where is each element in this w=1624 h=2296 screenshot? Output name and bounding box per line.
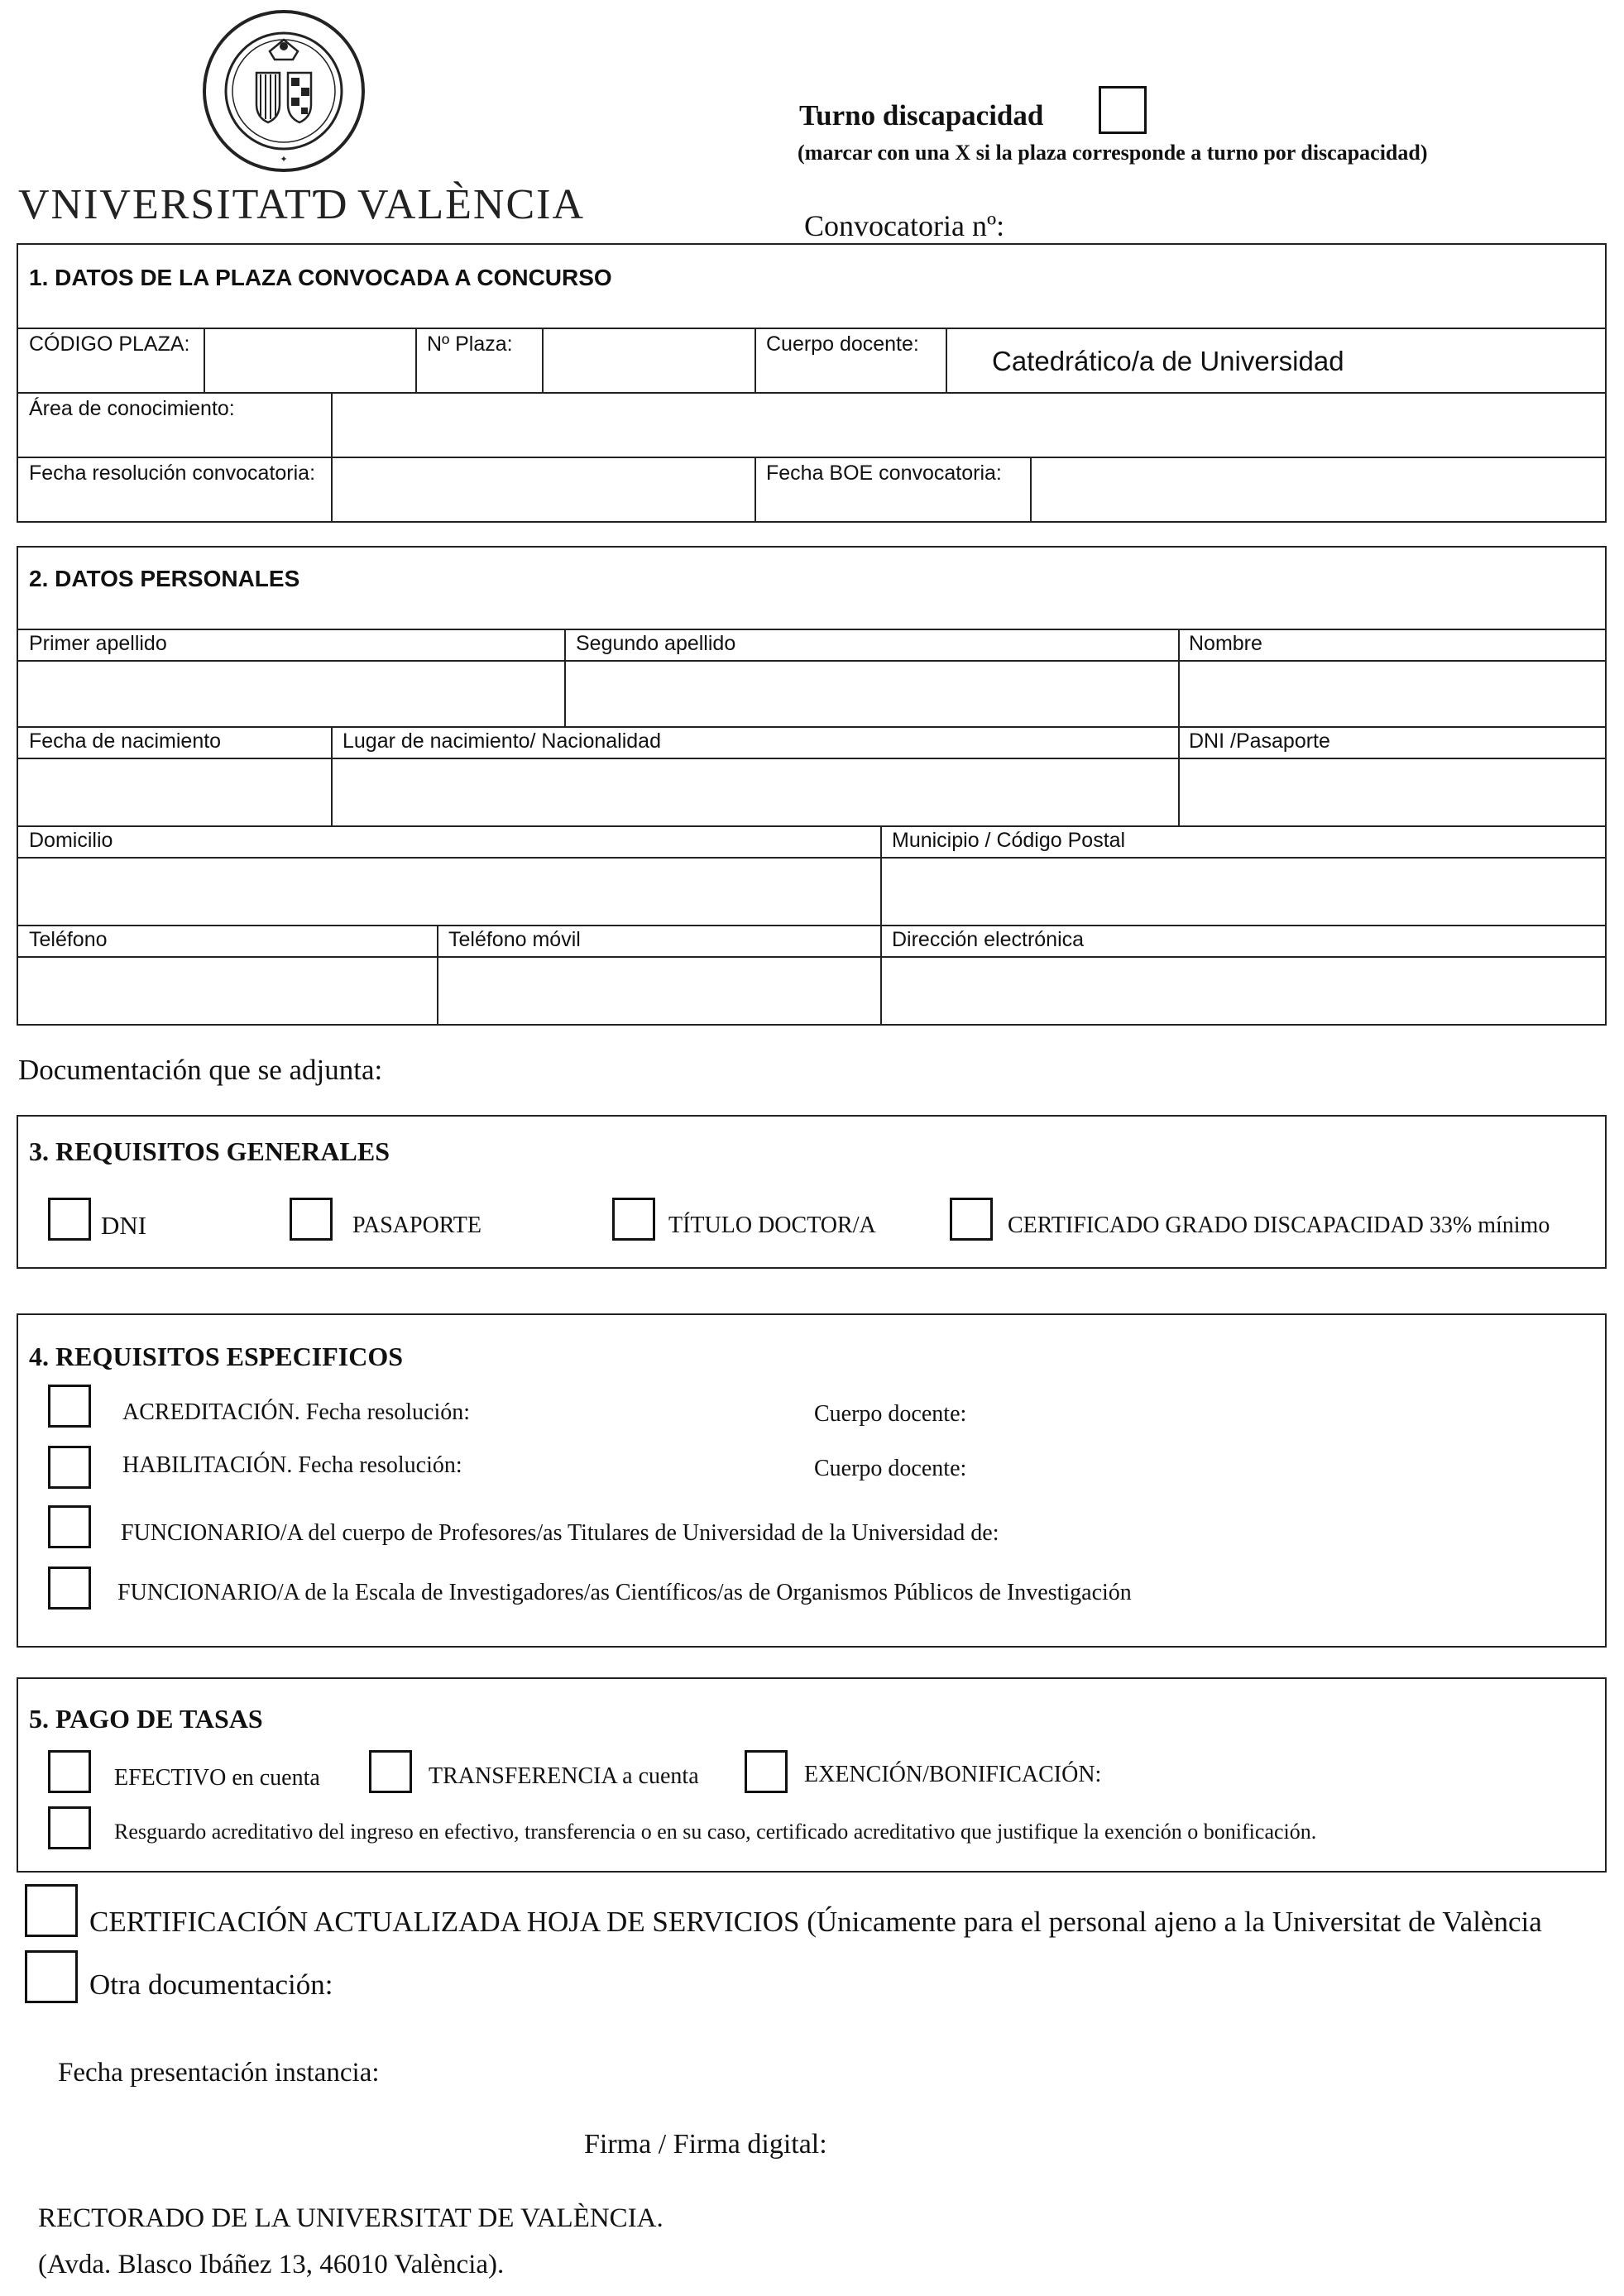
efectivo-label: EFECTIVO en cuenta xyxy=(114,1765,320,1791)
lugar-nacimiento-label: Lugar de nacimiento/ Nacionalidad xyxy=(343,729,661,753)
n-plaza-field[interactable] xyxy=(544,329,753,390)
efectivo-checkbox[interactable] xyxy=(48,1750,91,1793)
funcionario-investigadores-checkbox[interactable] xyxy=(48,1567,91,1610)
otra-documentacion-label: Otra documentación: xyxy=(89,1968,333,2001)
fecha-nacimiento-field[interactable] xyxy=(18,759,329,824)
titulo-doctor-checkbox[interactable] xyxy=(612,1198,655,1241)
resguardo-label: Resguardo acreditativo del ingreso en efectivo, transferencia o en su caso, certificado acreditativo que justifique la exención o bonificación. xyxy=(114,1820,1317,1844)
certificado-discapacidad-option-label: CERTIFICADO GRADO DISCAPACIDAD 33% mínimo xyxy=(1008,1213,1550,1238)
otra-documentacion-checkbox[interactable] xyxy=(25,1950,78,2003)
section5-title: 5. PAGO DE TASAS xyxy=(29,1704,263,1734)
fecha-resolucion-field[interactable] xyxy=(333,458,753,521)
rectorado-text: RECTORADO DE LA UNIVERSITAT DE VALÈNCIA. xyxy=(38,2203,663,2233)
resguardo-checkbox[interactable] xyxy=(48,1806,91,1849)
certificado-discapacidad-checkbox[interactable] xyxy=(950,1198,993,1241)
area-label: Área de conocimiento: xyxy=(29,397,235,420)
email-label: Dirección electrónica xyxy=(892,928,1085,951)
section4-title: 4. REQUISITOS ESPECIFICOS xyxy=(29,1342,403,1371)
transferencia-checkbox[interactable] xyxy=(369,1750,412,1793)
cuerpo-docente-label: Cuerpo docente: xyxy=(766,332,919,356)
primer-apellido-field[interactable] xyxy=(18,662,563,725)
primer-apellido-label: Primer apellido xyxy=(29,632,167,655)
codigo-plaza-field[interactable] xyxy=(205,329,414,390)
funcionario-titulares-label: FUNCIONARIO/A del cuerpo de Profesores/as Titulares de Universidad de la Universidad de: xyxy=(121,1520,999,1546)
telefono-label: Teléfono xyxy=(29,928,108,951)
acreditacion-label: ACREDITACIÓN. Fecha resolución: xyxy=(122,1399,471,1425)
funcionario-titulares-checkbox[interactable] xyxy=(48,1505,91,1548)
funcionario-investigadores-label: FUNCIONARIO/A de la Escala de Investigadores/as Científicos/as de Organismos Públicos de Investigación xyxy=(117,1580,1132,1605)
exencion-checkbox[interactable] xyxy=(745,1750,788,1793)
domicilio-label: Domicilio xyxy=(29,829,113,852)
n-plaza-label: Nº Plaza: xyxy=(427,332,513,356)
fecha-boe-field[interactable] xyxy=(1032,458,1605,521)
svg-text:VALÈNCIA: VALÈNCIA xyxy=(357,181,586,228)
dni-label: DNI /Pasaporte xyxy=(1189,729,1330,753)
documentacion-label: Documentación que se adjunta: xyxy=(18,1054,383,1086)
turno-note: (marcar con una X si la plaza corresponde a turno por discapacidad) xyxy=(798,141,1428,165)
certificacion-label: CERTIFICACIÓN ACTUALIZADA HOJA DE SERVICIOS (Únicamente para el personal ajeno a la Universitat de València xyxy=(89,1906,1542,1938)
telefono-movil-field[interactable] xyxy=(438,958,879,1024)
lugar-nacimiento-field[interactable] xyxy=(333,759,1176,824)
nombre-field[interactable] xyxy=(1180,662,1605,725)
acreditacion-cuerpo-label: Cuerpo docente: xyxy=(814,1401,967,1427)
domicilio-field[interactable] xyxy=(18,859,879,923)
turno-checkbox[interactable] xyxy=(1099,86,1147,134)
certificacion-checkbox[interactable] xyxy=(25,1884,78,1937)
segundo-apellido-field[interactable] xyxy=(566,662,1176,725)
exencion-label: EXENCIÓN/BONIFICACIÓN: xyxy=(804,1762,1102,1787)
habilitacion-checkbox[interactable] xyxy=(48,1446,91,1489)
dni-checkbox[interactable] xyxy=(48,1198,91,1241)
cuerpo-docente-value: Catedrático/a de Universidad xyxy=(992,346,1344,376)
university-seal xyxy=(197,8,371,174)
nombre-label: Nombre xyxy=(1189,632,1262,655)
segundo-apellido-label: Segundo apellido xyxy=(576,632,736,655)
section3-title: 3. REQUISITOS GENERALES xyxy=(29,1136,390,1166)
firma-label: Firma / Firma digital: xyxy=(584,2129,827,2160)
section1-title: 1. DATOS DE LA PLAZA CONVOCADA A CONCURSO xyxy=(29,265,612,290)
municipio-label: Municipio / Código Postal xyxy=(892,829,1126,852)
fecha-presentacion-label: Fecha presentación instancia: xyxy=(58,2058,380,2088)
dni-option-label: DNI xyxy=(101,1211,147,1240)
dni-field[interactable] xyxy=(1180,759,1605,824)
turno-title: Turno discapacidad xyxy=(799,99,1044,132)
pasaporte-option-label: PASAPORTE xyxy=(352,1213,482,1238)
email-field[interactable] xyxy=(882,958,1605,1024)
habilitacion-label: HABILITACIÓN. Fecha resolución: xyxy=(122,1452,462,1478)
telefono-movil-label: Teléfono móvil xyxy=(448,928,581,951)
svg-text:VNIVERSITAT: VNIVERSITAT xyxy=(18,181,313,228)
municipio-field[interactable] xyxy=(882,859,1605,923)
pasaporte-checkbox[interactable] xyxy=(290,1198,333,1241)
fecha-boe-label: Fecha BOE convocatoria: xyxy=(766,462,1002,485)
convocatoria-label: Convocatoria nº: xyxy=(804,209,1005,242)
telefono-field[interactable] xyxy=(18,958,435,1024)
rectorado-address: (Avda. Blasco Ibáñez 13, 46010 València). xyxy=(38,2250,505,2279)
section2-title: 2. DATOS PERSONALES xyxy=(29,566,300,591)
svg-text:✦: ✦ xyxy=(280,155,288,165)
university-logo xyxy=(18,175,586,228)
habilitacion-cuerpo-label: Cuerpo docente: xyxy=(814,1456,967,1481)
fecha-nacimiento-label: Fecha de nacimiento xyxy=(29,729,222,753)
transferencia-label: TRANSFERENCIA a cuenta xyxy=(429,1763,699,1789)
svg-text:Ɗ: Ɗ xyxy=(312,181,347,228)
codigo-plaza-label: CÓDIGO PLAZA: xyxy=(29,332,190,356)
acreditacion-checkbox[interactable] xyxy=(48,1385,91,1428)
titulo-doctor-option-label: TÍTULO DOCTOR/A xyxy=(668,1213,876,1238)
fecha-resolucion-label: Fecha resolución convocatoria: xyxy=(29,462,316,485)
area-field[interactable] xyxy=(333,394,1605,455)
